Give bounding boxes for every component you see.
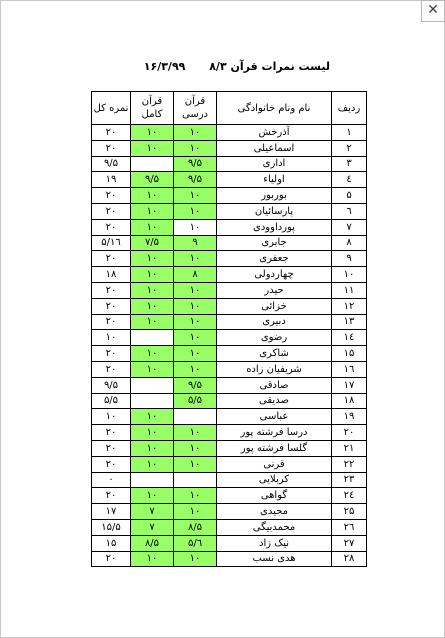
title-text: لیست نمرات قرآن ۸/۳ bbox=[209, 60, 330, 73]
cell-quran-full: ۱۰ bbox=[131, 219, 174, 235]
cell-total: ۹/۵ bbox=[92, 377, 131, 393]
header-quran-course: قرآن درسی bbox=[174, 92, 217, 125]
cell-row-number: ۱۱ bbox=[332, 282, 367, 298]
cell-total: ۲۰ bbox=[92, 125, 131, 141]
cell-total: ۵/۵ bbox=[92, 393, 131, 409]
cell-name: جعفری bbox=[217, 251, 332, 267]
cell-quran-full: ۱۰ bbox=[131, 361, 174, 377]
table-row bbox=[92, 282, 367, 298]
cell-name: اولیاء bbox=[217, 172, 332, 188]
cell-name: عباسی bbox=[217, 409, 332, 425]
table-row bbox=[92, 519, 367, 535]
cell-row-number: ۱۵ bbox=[332, 346, 367, 362]
cell-quran-full bbox=[131, 472, 174, 488]
cell-quran-course: ۱۰ bbox=[174, 251, 217, 267]
table-row bbox=[92, 330, 367, 346]
cell-row-number: ۲۱ bbox=[332, 440, 367, 456]
cell-quran-course: ۹/۵ bbox=[174, 377, 217, 393]
cell-name: قرنی bbox=[217, 456, 332, 472]
cell-total: ۲۰ bbox=[92, 298, 131, 314]
cell-total: ۲۰ bbox=[92, 346, 131, 362]
table-row bbox=[92, 440, 367, 456]
cell-total: ۱٦/۵ bbox=[92, 235, 131, 251]
cell-quran-full: ۷ bbox=[131, 519, 174, 535]
cell-row-number: ٤ bbox=[332, 172, 367, 188]
cell-quran-full bbox=[131, 330, 174, 346]
cell-name: چهاردولی bbox=[217, 267, 332, 283]
table-row bbox=[92, 425, 367, 441]
cell-quran-full: ۱۰ bbox=[131, 488, 174, 504]
cell-name: پارسائیان bbox=[217, 203, 332, 219]
cell-name: مجیدی bbox=[217, 504, 332, 520]
cell-quran-course: ۱۰ bbox=[174, 203, 217, 219]
cell-quran-full: ۱۰ bbox=[131, 267, 174, 283]
cell-quran-full: ۱۰ bbox=[131, 282, 174, 298]
cell-name: شاکری bbox=[217, 346, 332, 362]
table-row bbox=[92, 551, 367, 567]
cell-row-number: ۹ bbox=[332, 251, 367, 267]
cell-total: ۲۰ bbox=[92, 488, 131, 504]
table-row bbox=[92, 456, 367, 472]
cell-total: ۲۰ bbox=[92, 551, 131, 567]
cell-quran-full: ۸/۵ bbox=[131, 535, 174, 551]
table-row bbox=[92, 172, 367, 188]
cell-quran-course: ۸ bbox=[174, 267, 217, 283]
cell-quran-course: ۹/۵ bbox=[174, 156, 217, 172]
cell-row-number: ۲۰ bbox=[332, 425, 367, 441]
cell-quran-full: ۱۰ bbox=[131, 346, 174, 362]
cell-row-number: ۱۳ bbox=[332, 314, 367, 330]
cell-quran-course: ۱۰ bbox=[174, 456, 217, 472]
cell-name: اسماعیلی bbox=[217, 140, 332, 156]
close-icon[interactable]: ✕ bbox=[421, 0, 445, 22]
table-row bbox=[92, 409, 367, 425]
cell-quran-full: ۹/۵ bbox=[131, 172, 174, 188]
cell-quran-full: ۱۰ bbox=[131, 188, 174, 204]
cell-quran-course: ۱۰ bbox=[174, 140, 217, 156]
cell-name: هدی نسب bbox=[217, 551, 332, 567]
cell-quran-course: ۱۰ bbox=[174, 346, 217, 362]
header-quran-full: قرآن کامل bbox=[131, 92, 174, 125]
cell-quran-full: ۱۰ bbox=[131, 425, 174, 441]
cell-quran-course: ۱۰ bbox=[174, 440, 217, 456]
cell-name: خزائی bbox=[217, 298, 332, 314]
cell-name: حیدر bbox=[217, 282, 332, 298]
cell-quran-full bbox=[131, 156, 174, 172]
cell-name: آذرخش bbox=[217, 125, 332, 141]
cell-total: ۲۰ bbox=[92, 425, 131, 441]
cell-quran-course: ۱۰ bbox=[174, 298, 217, 314]
table-row bbox=[92, 346, 367, 362]
table-row bbox=[92, 488, 367, 504]
cell-quran-course: ۱۰ bbox=[174, 504, 217, 520]
cell-row-number: ۲٦ bbox=[332, 519, 367, 535]
cell-quran-full bbox=[131, 393, 174, 409]
cell-name: جابری bbox=[217, 235, 332, 251]
cell-name: پورداوودی bbox=[217, 219, 332, 235]
cell-quran-full: ۷ bbox=[131, 504, 174, 520]
cell-row-number: ۱۹ bbox=[332, 409, 367, 425]
cell-quran-course: ۱۰ bbox=[174, 488, 217, 504]
table-row bbox=[92, 235, 367, 251]
cell-quran-full: ۱۰ bbox=[131, 440, 174, 456]
cell-name: گلسا فرشته پور bbox=[217, 440, 332, 456]
cell-row-number: ۱۷ bbox=[332, 377, 367, 393]
cell-quran-course: ۱۰ bbox=[174, 330, 217, 346]
table-row bbox=[92, 219, 367, 235]
cell-quran-course: ۱۰ bbox=[174, 125, 217, 141]
cell-quran-course: ۸/۵ bbox=[174, 519, 217, 535]
document-title bbox=[110, 60, 330, 76]
cell-row-number: ۱۰ bbox=[332, 267, 367, 283]
cell-total: ۲۰ bbox=[92, 251, 131, 267]
cell-row-number: ۲۳ bbox=[332, 472, 367, 488]
cell-quran-full: ۱۰ bbox=[131, 551, 174, 567]
cell-quran-full: ۱۰ bbox=[131, 125, 174, 141]
cell-quran-full: ۱۰ bbox=[131, 409, 174, 425]
table-row bbox=[92, 125, 367, 141]
cell-name: رضوی bbox=[217, 330, 332, 346]
cell-quran-course: ۱۰ bbox=[174, 551, 217, 567]
cell-total: ۲۰ bbox=[92, 440, 131, 456]
cell-quran-full: ۱۰ bbox=[131, 140, 174, 156]
table-row bbox=[92, 472, 367, 488]
header-name: نام ونام خانوادگی bbox=[217, 92, 332, 125]
cell-quran-course: ۱۰ bbox=[174, 219, 217, 235]
cell-quran-course bbox=[174, 472, 217, 488]
header-row-number: ردیف bbox=[332, 92, 367, 125]
cell-row-number: ۷ bbox=[332, 219, 367, 235]
table-row bbox=[92, 156, 367, 172]
cell-quran-full: ۷/۵ bbox=[131, 235, 174, 251]
cell-quran-course: ۱۰ bbox=[174, 282, 217, 298]
cell-row-number: ۱۲ bbox=[332, 298, 367, 314]
cell-name: محمدبیگی bbox=[217, 519, 332, 535]
cell-row-number: ۱۸ bbox=[332, 393, 367, 409]
cell-quran-course: ۹/۵ bbox=[174, 172, 217, 188]
table-row bbox=[92, 314, 367, 330]
table-row bbox=[92, 361, 367, 377]
cell-name: درسا فرشته پور bbox=[217, 425, 332, 441]
cell-name: شریفیان زاده bbox=[217, 361, 332, 377]
cell-row-number: ۱٦ bbox=[332, 361, 367, 377]
table-row bbox=[92, 188, 367, 204]
table-row bbox=[92, 203, 367, 219]
cell-row-number: ۲٤ bbox=[332, 488, 367, 504]
cell-total: ۱۰ bbox=[92, 330, 131, 346]
header-total: نمره کل bbox=[92, 92, 131, 125]
cell-total: ۲۰ bbox=[92, 203, 131, 219]
cell-row-number: ٦ bbox=[332, 203, 367, 219]
cell-row-number: ۲ bbox=[332, 140, 367, 156]
cell-row-number: ۲۷ bbox=[332, 535, 367, 551]
cell-quran-course: ٦/۵ bbox=[174, 535, 217, 551]
title-date: ۱۶/۳/۹۹ bbox=[143, 60, 186, 73]
cell-total: ۲۰ bbox=[92, 219, 131, 235]
cell-quran-course: ۱۰ bbox=[174, 314, 217, 330]
cell-quran-full: ۱۰ bbox=[131, 456, 174, 472]
cell-name: اداری bbox=[217, 156, 332, 172]
table-row bbox=[92, 298, 367, 314]
cell-row-number: ۱ bbox=[332, 125, 367, 141]
cell-row-number: ۲۵ bbox=[332, 504, 367, 520]
cell-name: بوربور bbox=[217, 188, 332, 204]
cell-total: ۲۰ bbox=[92, 314, 131, 330]
cell-total: ۲۰ bbox=[92, 456, 131, 472]
cell-name: صدیقی bbox=[217, 393, 332, 409]
cell-row-number: ۲۲ bbox=[332, 456, 367, 472]
cell-total: ۹/۵ bbox=[92, 156, 131, 172]
table-row bbox=[92, 251, 367, 267]
cell-row-number: ۵ bbox=[332, 188, 367, 204]
cell-quran-course: ۱۰ bbox=[174, 188, 217, 204]
cell-total: ۱۵ bbox=[92, 535, 131, 551]
table-row bbox=[92, 267, 367, 283]
cell-total: ۱۷ bbox=[92, 504, 131, 520]
cell-quran-full: ۱۰ bbox=[131, 314, 174, 330]
table-row bbox=[92, 535, 367, 551]
cell-total: ۲۰ bbox=[92, 188, 131, 204]
cell-row-number: ۸ bbox=[332, 235, 367, 251]
cell-total: ۱۸ bbox=[92, 267, 131, 283]
cell-quran-course: ۵/۵ bbox=[174, 393, 217, 409]
table-row bbox=[92, 393, 367, 409]
cell-name: گواهی bbox=[217, 488, 332, 504]
cell-row-number: ۳ bbox=[332, 156, 367, 172]
cell-name: دبیری bbox=[217, 314, 332, 330]
cell-name: صادقی bbox=[217, 377, 332, 393]
table-header-row bbox=[92, 92, 367, 125]
cell-quran-course: ۹ bbox=[174, 235, 217, 251]
cell-quran-course: ۱۰ bbox=[174, 425, 217, 441]
cell-total: ۱۵/۵ bbox=[92, 519, 131, 535]
table-row bbox=[92, 140, 367, 156]
table-row bbox=[92, 377, 367, 393]
grades-table bbox=[91, 91, 367, 567]
cell-total: ۰ bbox=[92, 472, 131, 488]
cell-total: ۲۰ bbox=[92, 282, 131, 298]
table-body bbox=[92, 125, 367, 567]
cell-name: نیک زاد bbox=[217, 535, 332, 551]
cell-quran-course: ۱۰ bbox=[174, 361, 217, 377]
cell-total: ۱۰ bbox=[92, 409, 131, 425]
cell-quran-full: ۱۰ bbox=[131, 251, 174, 267]
cell-quran-course bbox=[174, 409, 217, 425]
cell-quran-full bbox=[131, 377, 174, 393]
cell-quran-full: ۱۰ bbox=[131, 298, 174, 314]
cell-row-number: ۲۸ bbox=[332, 551, 367, 567]
cell-total: ۲۰ bbox=[92, 140, 131, 156]
cell-total: ۲۰ bbox=[92, 361, 131, 377]
cell-row-number: ۱٤ bbox=[332, 330, 367, 346]
table-row bbox=[92, 504, 367, 520]
cell-name: کربلایی bbox=[217, 472, 332, 488]
cell-quran-full: ۱۰ bbox=[131, 203, 174, 219]
cell-total: ۱۹ bbox=[92, 172, 131, 188]
